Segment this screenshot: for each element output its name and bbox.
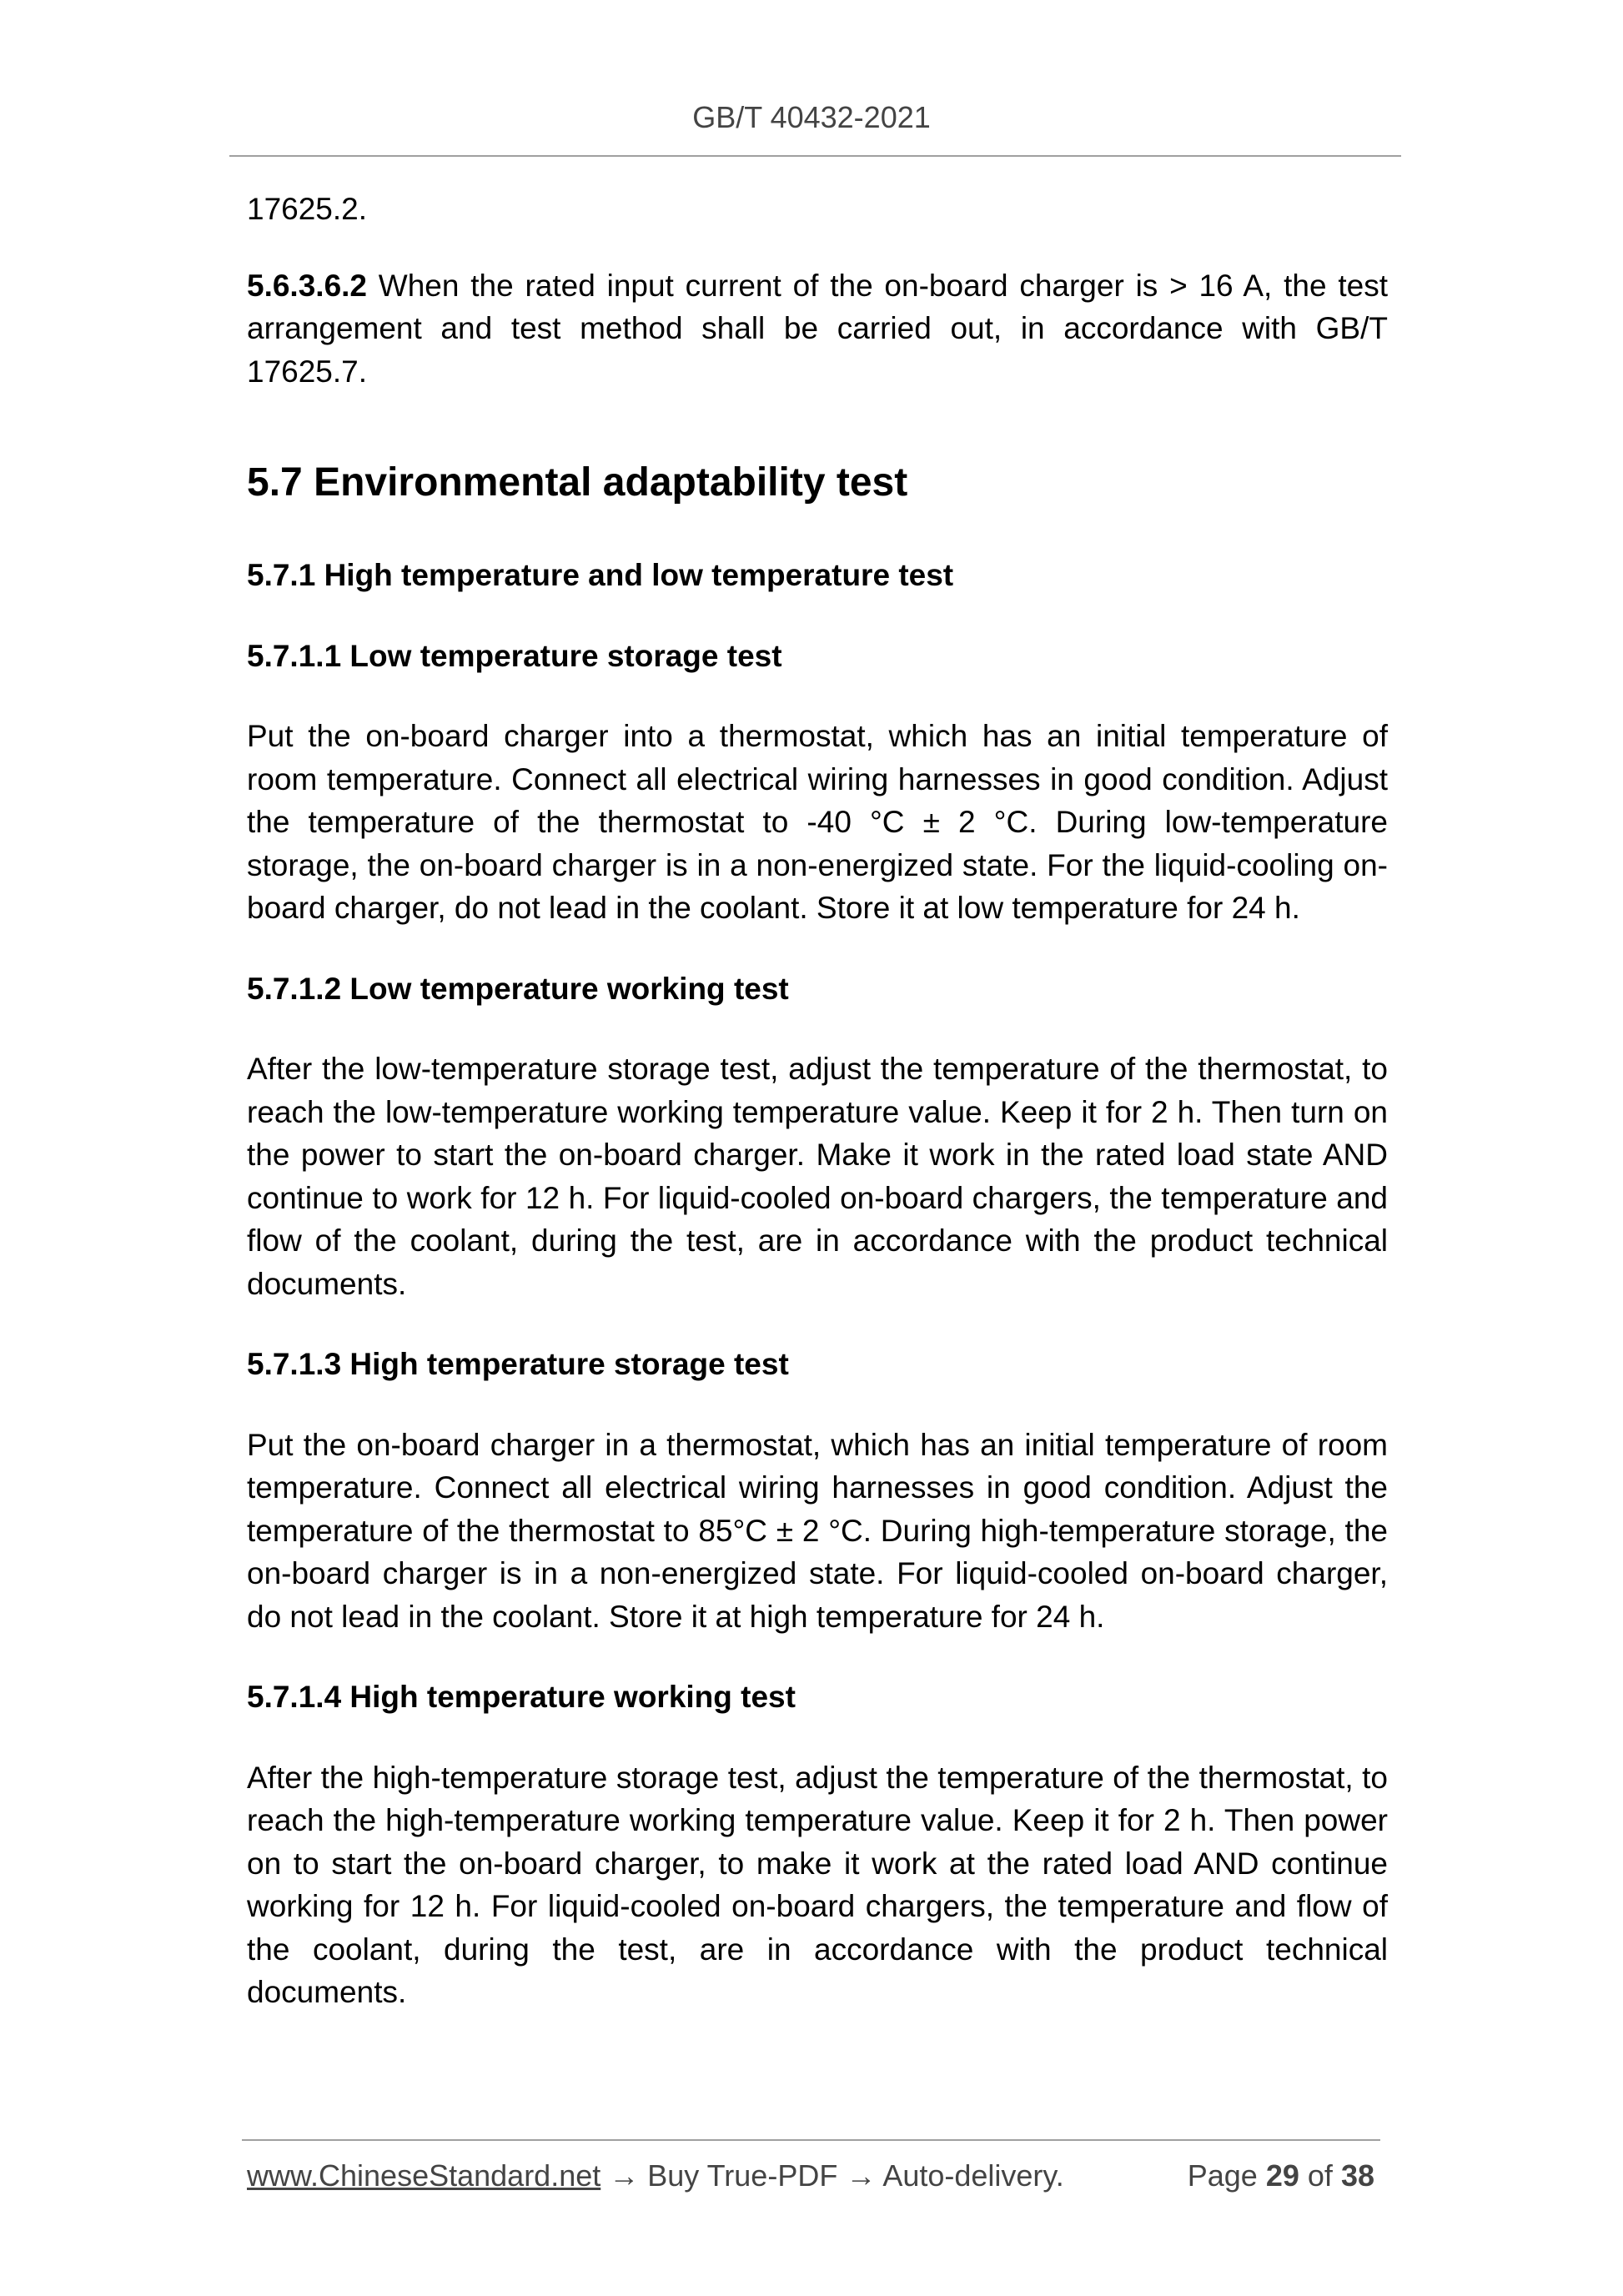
- clause-5-6-3-6-2: [247, 264, 1388, 394]
- paragraph-5-7-1-4: After the high-temperature storage test, adjust the temperature of the thermostat, to reach the high-temperature working temperature value. Keep it for 2 h. Then power on to start the on-board charger, to make it work at the rated load AND continue working for 12 h. For liquid-cooled on-board chargers, the temperature and flow of the coolant, during the test, are in accordance with the product technical documents.: [247, 1760, 1388, 2009]
- section-heading-5-7-1-1: 5.7.1.1 Low temperature storage test: [247, 638, 782, 673]
- section-heading-5-7: 5.7 Environmental adaptability test: [247, 460, 908, 505]
- continued-text: 17625.2.: [247, 192, 368, 226]
- page-total: 38: [1340, 2158, 1374, 2193]
- section-heading-5-7-1-2: 5.7.1.2 Low temperature working test: [247, 971, 789, 1006]
- page-number: [1188, 2158, 1374, 2193]
- header-divider: [229, 155, 1401, 157]
- clause-number: 5.6.3.6.2: [247, 268, 368, 303]
- document-body: [247, 188, 1388, 2014]
- page-header: GB/T 40432-2021: [692, 100, 931, 134]
- promo-text: → Buy True-PDF → Auto-delivery.: [600, 2158, 1064, 2193]
- paragraph-5-7-1-1: Put the on-board charger into a thermostat, which has an initial temperature of room temperature. Connect all electrical wiring harnesses in good condition. Adjust the temperature of the thermostat to -40 °C ± 2 °C. During low-temperature storage, the on-board charger is in a non-energized state. For the liquid-cooling on-board charger, do not lead in the coolant. Store it at low temperature for 24 h.: [247, 719, 1388, 925]
- footer-divider: [242, 2139, 1380, 2141]
- of-label: of: [1307, 2158, 1333, 2193]
- section-heading-5-7-1: 5.7.1 High temperature and low temperature test: [247, 558, 954, 592]
- clause-text: When the rated input current of the on-board charger is > 16 A, the test arrangement and test method shall be carried out, in accordance with GB/T 17625.7.: [247, 268, 1388, 389]
- section-heading-5-7-1-3: 5.7.1.3 High temperature storage test: [247, 1347, 789, 1381]
- footer-promo: [247, 2158, 1064, 2193]
- paragraph-5-7-1-2: After the low-temperature storage test, adjust the temperature of the thermostat, to reach the low-temperature working temperature value. Keep it for 2 h. Then turn on the power to start the on-board charger. Make it work in the rated load state AND continue to work for 12 h. For liquid-cooled on-board chargers, the temperature and flow of the coolant, during the test, are in accordance with the product technical documents.: [247, 1052, 1388, 1301]
- page-footer: [247, 2158, 1381, 2200]
- page-current: 29: [1265, 2158, 1299, 2193]
- page-label: Page: [1187, 2158, 1258, 2193]
- section-heading-5-7-1-4: 5.7.1.4 High temperature working test: [247, 1680, 796, 1714]
- paragraph-5-7-1-3: Put the on-board charger in a thermostat, which has an initial temperature of room temperature. Connect all electrical wiring harnesses in good condition. Adjust the temperature of the thermostat to 85°C ± 2 °C. During high-temperature storage, the on-board charger is in a non-energized state. For liquid-cooled on-board charger, do not lead in the coolant. Store it at high temperature for 24 h.: [247, 1427, 1388, 1634]
- website-link[interactable]: www.ChineseStandard.net: [247, 2158, 601, 2193]
